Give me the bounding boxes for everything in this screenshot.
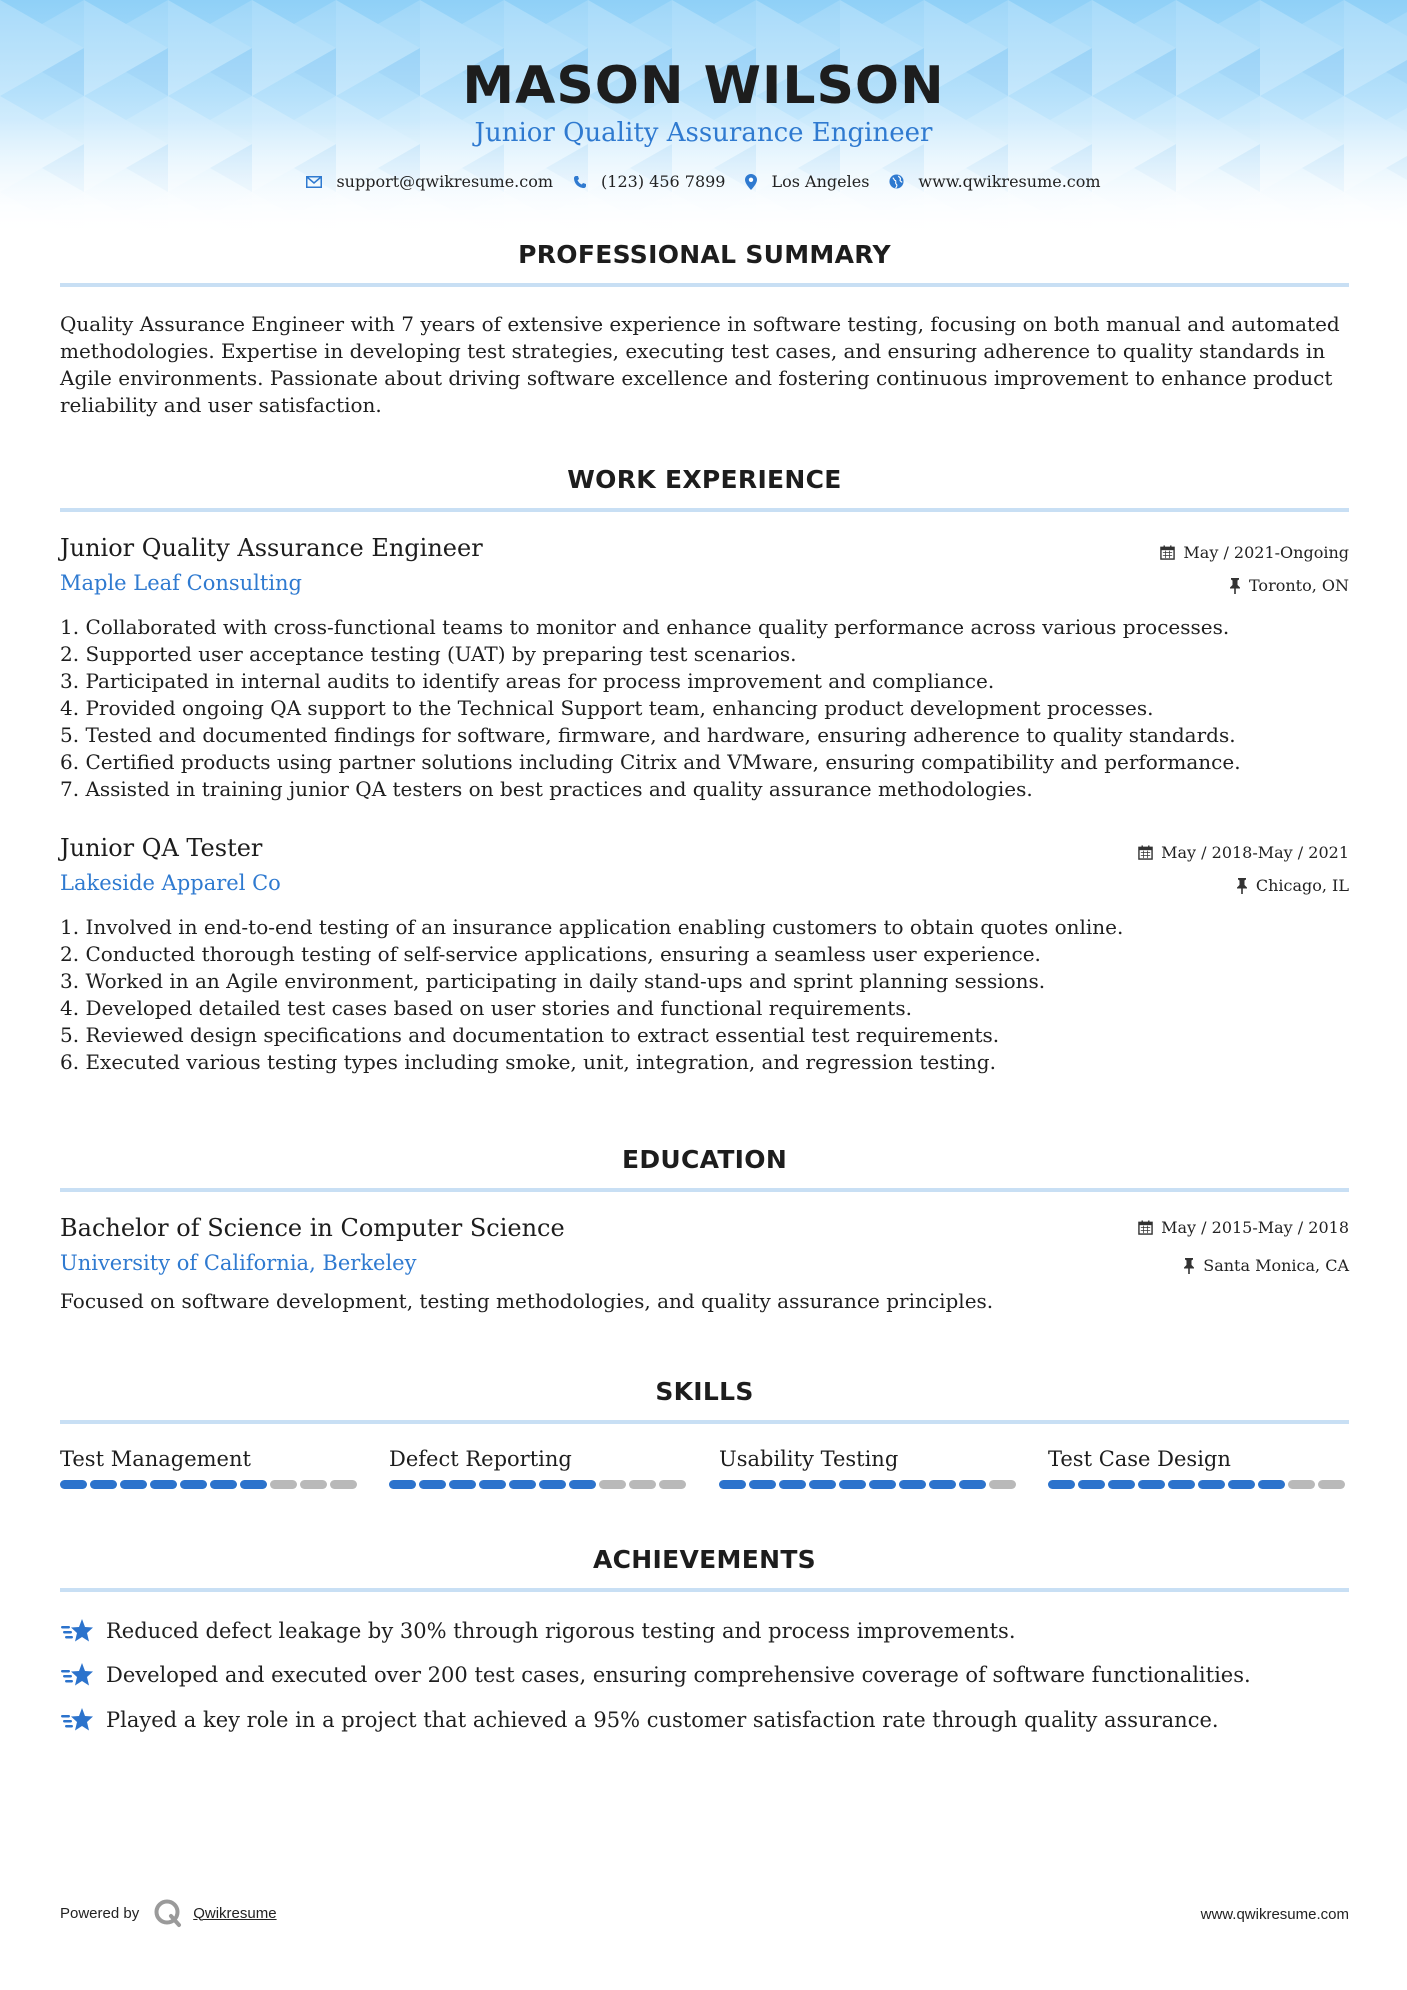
skill-segment-filled <box>539 1480 566 1489</box>
calendar-icon <box>1138 1220 1153 1235</box>
pushpin-icon <box>1183 1258 1195 1274</box>
duty-list <box>60 614 1350 803</box>
job-title: Junior Quality Assurance Engineer <box>60 534 483 562</box>
qwikresume-link[interactable]: Qwikresume <box>193 1904 277 1922</box>
phone-text: (123) 456 7899 <box>601 172 726 191</box>
skill-segment-filled <box>1228 1480 1255 1489</box>
duty-item: 6. Certified products using partner solutions including Citrix and VMware, ensuring compatibility and performance. <box>60 750 1241 774</box>
website-text: www.qwikresume.com <box>918 172 1101 191</box>
envelope-icon <box>306 176 322 188</box>
education-location-text: Santa Monica, CA <box>1203 1256 1349 1275</box>
duty-item: 2. Supported user acceptance testing (UAT) by preparing test scenarios. <box>60 642 797 666</box>
skill-segment-filled <box>749 1480 776 1489</box>
skill-segment-filled <box>779 1480 806 1489</box>
duty-item: 1. Involved in end-to-end testing of an insurance application enabling customers to obtain quotes online. <box>60 915 1124 939</box>
education-date <box>1138 1218 1349 1237</box>
skill-level-bar <box>1048 1480 1348 1489</box>
skill-segment-filled <box>449 1480 476 1489</box>
skill-name: Test Case Design <box>1048 1447 1231 1471</box>
skill-segment-filled <box>150 1480 177 1489</box>
achievement-text: Played a key role in a project that achieved a 95% customer satisfaction rate through quality assurance. <box>106 1708 1219 1732</box>
powered-by-label: Powered by <box>60 1904 140 1922</box>
skill-level-bar <box>389 1480 689 1489</box>
achievement-item <box>60 1617 1016 1645</box>
skill-segment-filled <box>240 1480 267 1489</box>
skill-item <box>719 1447 1019 1489</box>
skill-level-bar <box>60 1480 360 1489</box>
location-text: Los Angeles <box>771 172 870 191</box>
skill-item <box>1048 1447 1348 1489</box>
calendar-icon <box>1138 845 1153 860</box>
duty-item: 4. Developed detailed test cases based on user stories and functional requirements. <box>60 996 912 1020</box>
job-location-text: Toronto, ON <box>1249 576 1349 595</box>
job-location <box>1229 576 1349 595</box>
skill-segment-filled <box>419 1480 446 1489</box>
shooting-star-icon <box>60 1661 94 1689</box>
school-name: University of California, Berkeley <box>60 1251 417 1275</box>
summary-line: Agile environments. Passionate about driving software excellence and fostering continuous improvement to enhance product <box>60 366 1333 390</box>
duty-item: 2. Conducted thorough testing of self-service applications, ensuring a seamless user experience. <box>60 942 1041 966</box>
job-date <box>1160 543 1349 562</box>
skill-segment-filled <box>929 1480 956 1489</box>
section-divider <box>60 1420 1349 1424</box>
duty-item: 3. Worked in an Agile environment, participating in daily stand-ups and sprint planning sessions. <box>60 969 1046 993</box>
skill-segment-filled <box>210 1480 237 1489</box>
skill-segment-filled <box>1138 1480 1165 1489</box>
job-date-text: May / 2018-May / 2021 <box>1161 843 1349 862</box>
skill-segment-empty <box>300 1480 327 1489</box>
skill-segment-empty <box>1318 1480 1345 1489</box>
skill-segment-filled <box>1258 1480 1285 1489</box>
summary-text <box>60 311 1350 419</box>
skill-segment-filled <box>809 1480 836 1489</box>
skill-level-bar <box>719 1480 1019 1489</box>
section-title-summary: PROFESSIONAL SUMMARY <box>518 240 891 269</box>
skill-segment-filled <box>60 1480 87 1489</box>
calendar-icon <box>1160 545 1175 560</box>
skill-segment-empty <box>629 1480 656 1489</box>
skill-segment-filled <box>569 1480 596 1489</box>
duty-list <box>60 914 1350 1076</box>
duty-item: 3. Participated in internal audits to identify areas for process improvement and compliance. <box>60 669 995 693</box>
skill-segment-filled <box>899 1480 926 1489</box>
candidate-role: Junior Quality Assurance Engineer <box>474 118 933 148</box>
skill-segment-filled <box>120 1480 147 1489</box>
contact-website[interactable] <box>889 172 1100 191</box>
job-title: Junior QA Tester <box>60 834 263 862</box>
section-divider <box>60 508 1349 512</box>
skill-segment-empty <box>989 1480 1016 1489</box>
candidate-name: MASON WILSON <box>462 56 945 116</box>
skill-item <box>60 1447 360 1489</box>
skill-segment-filled <box>1048 1480 1075 1489</box>
footer-powered-by <box>60 1898 277 1928</box>
contact-location <box>745 172 869 191</box>
resume-header <box>0 0 1407 240</box>
achievement-item <box>60 1706 1219 1734</box>
job-location <box>1236 876 1349 895</box>
education-date-text: May / 2015-May / 2018 <box>1161 1218 1349 1237</box>
skill-item <box>389 1447 689 1489</box>
skill-segment-empty <box>270 1480 297 1489</box>
skill-segment-filled <box>959 1480 986 1489</box>
company-name: Lakeside Apparel Co <box>60 871 281 895</box>
skill-segment-empty <box>599 1480 626 1489</box>
skill-segment-filled <box>1198 1480 1225 1489</box>
phone-icon <box>573 175 587 189</box>
contact-bar <box>0 172 1407 191</box>
education-description: Focused on software development, testing methodologies, and quality assurance principles. <box>60 1289 994 1313</box>
section-title-skills: SKILLS <box>655 1377 754 1406</box>
summary-line: reliability and user satisfaction. <box>60 393 382 417</box>
shooting-star-icon <box>60 1706 94 1734</box>
shooting-star-icon <box>60 1617 94 1645</box>
duty-item: 5. Reviewed design specifications and documentation to extract essential test requirements. <box>60 1023 1000 1047</box>
section-title-achievements: ACHIEVEMENTS <box>593 1545 816 1574</box>
section-divider <box>60 1188 1349 1192</box>
qwikresume-logo-icon <box>153 1898 183 1928</box>
duty-item: 6. Executed various testing types including smoke, unit, integration, and regression testing. <box>60 1050 996 1074</box>
achievement-item <box>60 1661 1251 1689</box>
education-location <box>1183 1256 1349 1275</box>
section-divider <box>60 1588 1349 1592</box>
contact-phone[interactable] <box>573 172 725 191</box>
skill-segment-filled <box>1168 1480 1195 1489</box>
summary-line: Quality Assurance Engineer with 7 years of extensive experience in software testing, focusing on both manual and automated <box>60 312 1340 336</box>
section-title-education: EDUCATION <box>621 1145 788 1174</box>
skill-segment-filled <box>839 1480 866 1489</box>
achievement-text: Reduced defect leakage by 30% through rigorous testing and process improvements. <box>106 1619 1016 1643</box>
skill-segment-empty <box>659 1480 686 1489</box>
degree-title: Bachelor of Science in Computer Science <box>60 1214 565 1242</box>
job-date <box>1138 843 1349 862</box>
duty-item: 1. Collaborated with cross-functional teams to monitor and enhance quality performance across various processes. <box>60 615 1230 639</box>
skill-name: Defect Reporting <box>389 1447 572 1471</box>
skill-segment-filled <box>869 1480 896 1489</box>
job-location-text: Chicago, IL <box>1255 876 1349 895</box>
summary-line: methodologies. Expertise in developing test strategies, executing test cases, and ensuring adherence to quality standards in <box>60 339 1326 363</box>
job-date-text: May / 2021-Ongoing <box>1183 543 1349 562</box>
skill-segment-filled <box>90 1480 117 1489</box>
skill-segment-filled <box>719 1480 746 1489</box>
skill-name: Usability Testing <box>719 1447 899 1471</box>
skill-segment-filled <box>389 1480 416 1489</box>
skill-name: Test Management <box>60 1447 251 1471</box>
company-name: Maple Leaf Consulting <box>60 571 303 595</box>
contact-email[interactable] <box>306 172 553 191</box>
skill-segment-filled <box>180 1480 207 1489</box>
pushpin-icon <box>1236 878 1248 894</box>
email-text: support@qwikresume.com <box>336 172 554 191</box>
skill-segment-filled <box>1108 1480 1135 1489</box>
globe-icon <box>889 174 904 189</box>
achievement-text: Developed and executed over 200 test cases, ensuring comprehensive coverage of software functionalities. <box>106 1663 1251 1687</box>
duty-item: 7. Assisted in training junior QA testers on best practices and quality assurance methodologies. <box>60 777 1033 801</box>
skill-segment-filled <box>509 1480 536 1489</box>
duty-item: 5. Tested and documented findings for software, firmware, and hardware, ensuring adherence to quality standards. <box>60 723 1236 747</box>
footer-website[interactable]: www.qwikresume.com <box>1200 1906 1349 1923</box>
skill-segment-filled <box>479 1480 506 1489</box>
skill-segment-empty <box>330 1480 357 1489</box>
section-title-experience: WORK EXPERIENCE <box>567 465 842 494</box>
skill-segment-empty <box>1288 1480 1315 1489</box>
skill-segment-filled <box>1078 1480 1105 1489</box>
duty-item: 4. Provided ongoing QA support to the Technical Support team, enhancing product development processes. <box>60 696 1154 720</box>
pushpin-icon <box>1229 578 1241 594</box>
map-pin-icon <box>745 174 757 190</box>
section-divider <box>60 283 1349 287</box>
